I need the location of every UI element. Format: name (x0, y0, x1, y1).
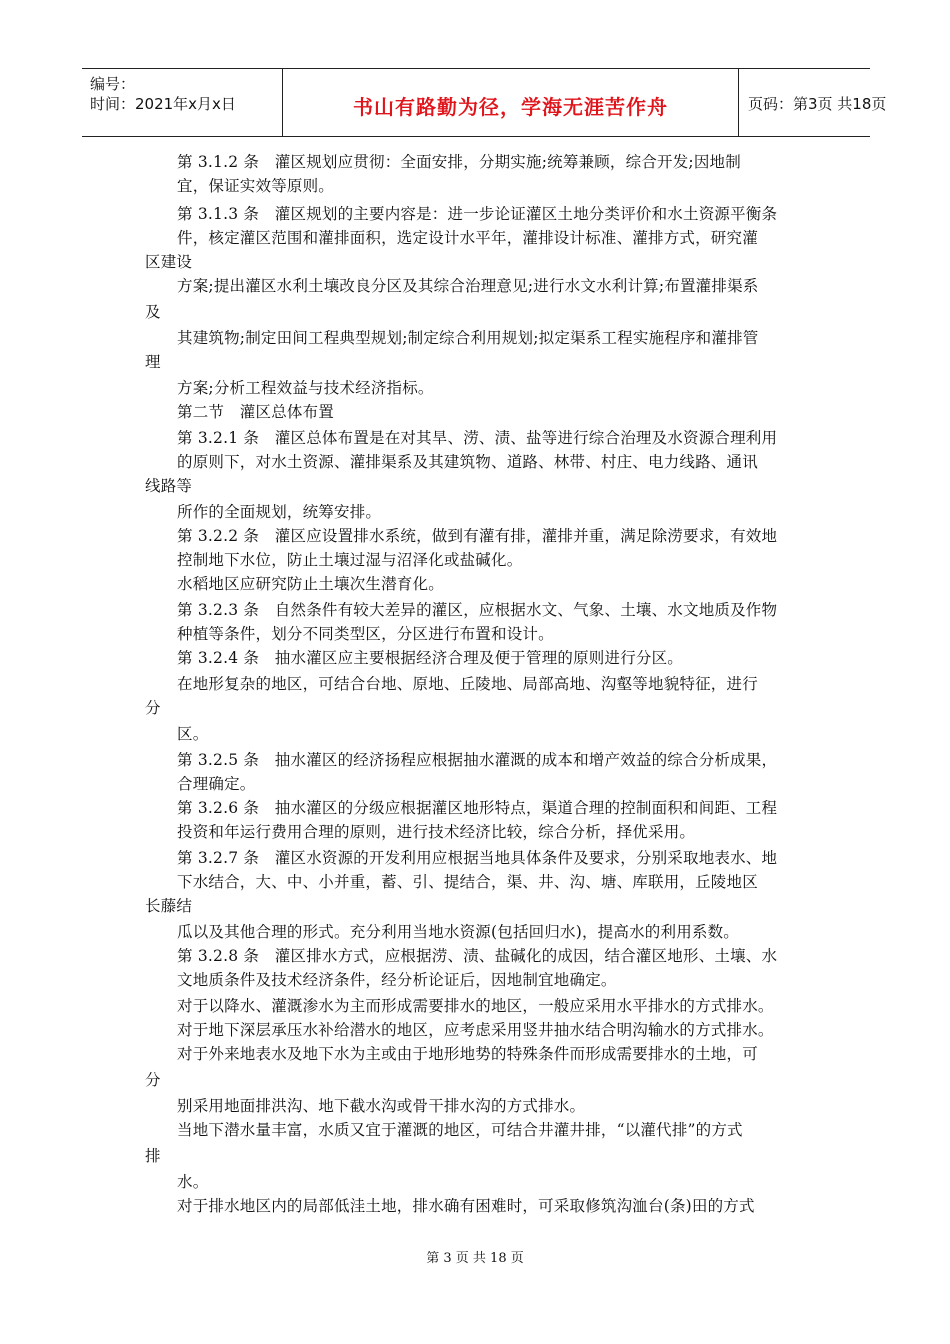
text-line: 种植等条件，划分不同类型区，分区进行布置和设计。 (177, 625, 554, 643)
text-line: 的原则下，对水土资源、灌排渠系及其建筑物、道路、林带、村庄、电力线路、通讯 (177, 453, 758, 471)
text-line: 第 3.2.7 条 灌区水资源的开发利用应根据当地具体条件及要求，分别采取地表水、地 (177, 849, 778, 867)
text-line: 别采用地面排洪沟、地下截水沟或骨干排水沟的方式排水。 (177, 1097, 586, 1115)
text-line: 第 3.2.6 条 抽水灌区的分级应根据灌区地形特点，渠道合理的控制面积和间距、工程 (177, 799, 778, 817)
text-line: 第 3.2.2 条 灌区应设置排水系统，做到有灌有排，灌排并重，满足除涝要求，有效地 (177, 527, 778, 545)
text-line: 当地下潜水量丰富，水质又宜于灌溉的地区，可结合井灌井排，“以灌代排”的方式 (177, 1121, 743, 1139)
text-line: 件，核定灌区范围和灌排面积，选定设计水平年，灌排设计标准、灌排方式，研究灌 (177, 229, 758, 247)
text-line: 对于地下深层承压水补给潜水的地区，应考虑采用竖井抽水结合明沟输水的方式排水。 (177, 1021, 774, 1039)
text-line: 第 3.2.4 条 抽水灌区应主要根据经济合理及便于管理的原则进行分区。 (177, 649, 683, 667)
text-line: 文地质条件及技术经济条件，经分析论证后，因地制宜地确定。 (177, 971, 617, 989)
section-heading: 第二节 灌区总体布置 (177, 403, 335, 421)
text-line: 对于以降水、灌溉渗水为主而形成需要排水的地区，一般应采用水平排水的方式排水。 (177, 997, 774, 1015)
text-line: 及 (145, 303, 161, 321)
text-line: 方案;提出灌区水利土壤改良分区及其综合治理意见;进行水文水利计算;布置灌排渠系 (177, 277, 759, 295)
text-line: 对于排水地区内的局部低洼土地，排水确有困难时，可采取修筑沟洫台(条)田的方式 (177, 1197, 755, 1215)
header-motto-cell (282, 69, 739, 136)
number-label: 编号： (90, 75, 136, 93)
page-label: 页码：第3页 共18页 (748, 95, 887, 113)
text-line: 区。 (177, 725, 209, 743)
text-line: 控制地下水位，防止土壤过湿与沼泽化或盐碱化。 (177, 551, 523, 569)
text-line: 线路等 (145, 477, 193, 495)
text-line: 合理确定。 (177, 775, 256, 793)
text-line: 水稻地区应研究防止土壤次生潜育化。 (177, 575, 444, 593)
motto: 书山有路勤为径，学海无涯苦作舟 (353, 95, 668, 119)
text-line: 宜，保证实效等原则。 (177, 177, 335, 195)
text-line: 长藤结 (145, 897, 193, 915)
text-line: 第 3.2.3 条 自然条件有较大差异的灌区，应根据水文、气象、土壤、水文地质及作物 (177, 601, 778, 619)
text-line: 理 (145, 353, 161, 371)
page-header (82, 68, 887, 137)
time-label: 时间：2021年x月x日 (90, 95, 236, 113)
text-line: 瓜以及其他合理的形式。充分利用当地水资源(包括回归水)，提高水的利用系数。 (177, 923, 739, 941)
text-line: 排 (145, 1147, 161, 1165)
text-line: 在地形复杂的地区，可结合台地、原地、丘陵地、局部高地、沟壑等地貌特征，进行 (177, 675, 758, 693)
header-meta-cell (82, 69, 282, 136)
header-page-cell (738, 69, 887, 136)
text-line: 分 (145, 699, 161, 717)
text-line: 第 3.1.2 条 灌区规划应贯彻：全面安排，分期实施;统筹兼顾，综合开发;因地制 (177, 153, 741, 171)
text-line: 水。 (177, 1173, 209, 1191)
text-line: 投资和年运行费用合理的原则，进行技术经济比较，综合分析，择优采用。 (177, 823, 696, 841)
text-line: 其建筑物;制定田间工程典型规划;制定综合利用规划;拟定渠系工程实施程序和灌排管 (177, 329, 759, 347)
text-line: 区建设 (145, 253, 193, 271)
text-line: 第 3.2.8 条 灌区排水方式，应根据涝、渍、盐碱化的成因，结合灌区地形、土壤、水 (177, 947, 778, 965)
text-line: 第 3.2.5 条 抽水灌区的经济扬程应根据抽水灌溉的成本和增产效益的综合分析成果， (177, 751, 778, 769)
text-line: 下水结合，大、中、小并重，蓄、引、提结合，渠、井、沟、塘、库联用，丘陵地区 (177, 873, 758, 891)
text-line: 第 3.1.3 条 灌区规划的主要内容是：进一步论证灌区土地分类评价和水土资源平衡条 (177, 205, 778, 223)
text-line: 第 3.2.1 条 灌区总体布置是在对其旱、涝、渍、盐等进行综合治理及水资源合理利用 (177, 429, 778, 447)
text-line: 所作的全面规划，统筹安排。 (177, 503, 382, 521)
text-line: 方案;分析工程效益与技术经济指标。 (177, 379, 434, 397)
text-line: 对于外来地表水及地下水为主或由于地形地势的特殊条件而形成需要排水的土地，可 (177, 1045, 758, 1063)
text-line: 分 (145, 1071, 161, 1089)
page-footer: 第 3 页 共 18 页 (426, 1251, 524, 1266)
